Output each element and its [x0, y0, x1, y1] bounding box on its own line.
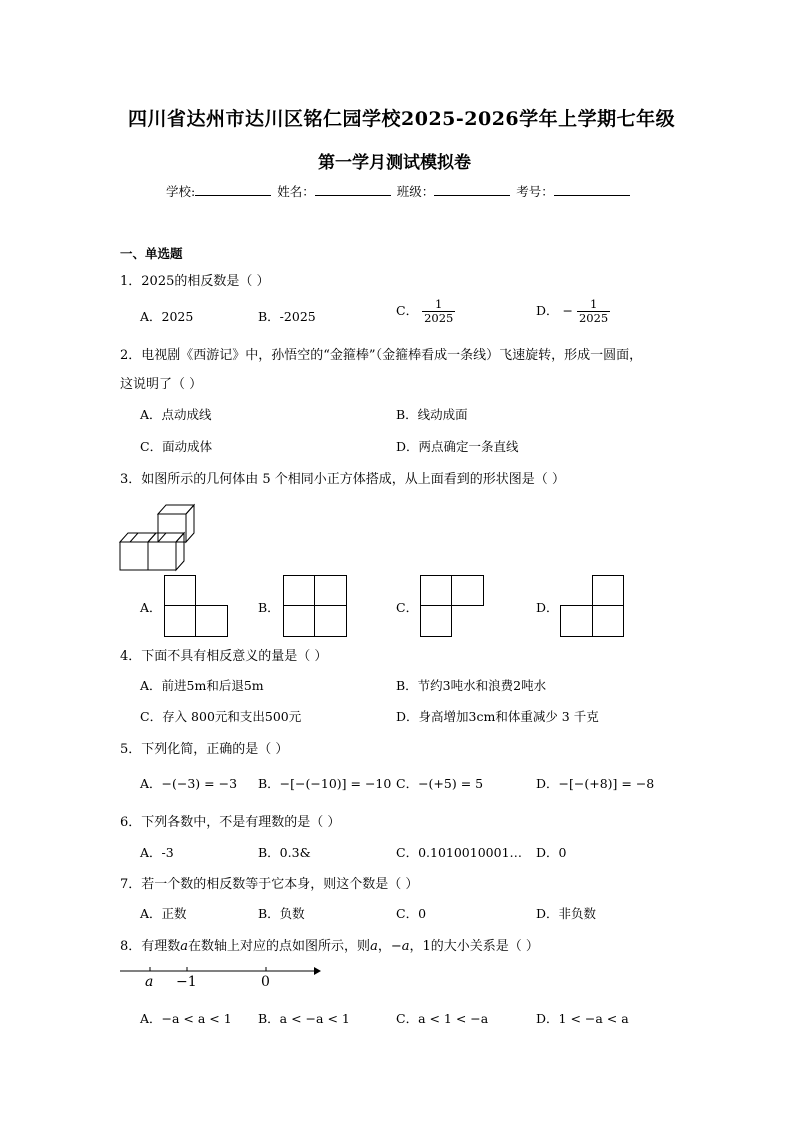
q7-option-c: C．0	[396, 906, 427, 921]
q1-option-a: A．2025	[140, 309, 194, 324]
question-6-stem: 6．下列各数中，不是有理数的是（ ）	[120, 815, 341, 830]
q7-option-a: A．正数	[140, 906, 187, 921]
axis-label-a: a	[145, 974, 154, 990]
page-title-line1: 四川省达州市达川区铭仁园学校2025-2026学年上学期七年级	[128, 108, 676, 130]
name-label: 姓名：	[277, 184, 315, 199]
question-7-stem: 7．若一个数的相反数等于它本身，则这个数是（ ）	[120, 877, 419, 892]
q1-option-d	[536, 298, 610, 325]
fraction-numerator: 1	[589, 297, 598, 311]
q3-option-b-label: B．	[258, 600, 280, 615]
name-blank[interactable]	[315, 183, 391, 196]
q3-option-c-figure	[420, 575, 484, 637]
school-label: 学校:	[166, 184, 196, 199]
q8-variable-neg-a: −a	[390, 939, 410, 954]
axis-label-zero: 0	[261, 974, 270, 990]
q1-option-d-fraction	[577, 298, 610, 325]
fraction-denominator: 2025	[578, 311, 609, 325]
school-blank[interactable]	[195, 183, 271, 196]
q5-option-c: C．−(+5) = 5	[396, 776, 484, 791]
q6-option-b: B．0.3&	[258, 845, 311, 860]
question-3-stem: 3．如图所示的几何体由 5 个相同小正方体搭成，从上面看到的形状图是（ ）	[120, 472, 565, 487]
q8-option-b: B．a < −a < 1	[258, 1011, 350, 1026]
q1-option-c	[396, 298, 455, 325]
q1-option-c-label: C．	[396, 303, 419, 318]
q5-option-d: D．−[−(+8)] = −8	[536, 776, 655, 791]
section-heading: 一、单选题	[120, 246, 183, 261]
exam-number-blank[interactable]	[554, 183, 630, 196]
q5-option-a: A．−(−3) = −3	[140, 776, 238, 791]
q8-option-a: A．−a < a < 1	[140, 1011, 232, 1026]
question-2-stem: 2．电视剧《西游记》中，孙悟空的“金箍棒”（金箍棒看成一条线）飞速旋转，形成一圆面，	[120, 348, 643, 363]
question-1-stem: 1．2025的相反数是（ ）	[120, 274, 270, 289]
q3-option-b-figure	[283, 575, 347, 637]
q8-stem-part: 8．有理数	[120, 939, 181, 954]
q4-option-c: C．存入 800元和支出500元	[140, 709, 302, 724]
q5-option-b: B．−[−(−10)] = −10	[258, 776, 392, 791]
q4-option-a: A．前进5m和后退5m	[140, 678, 264, 693]
q6-option-c: C．0.1010010001…	[396, 845, 523, 860]
axis-label-neg-one: −1	[176, 974, 197, 990]
question-4-stem: 4．下面不具有相反意义的量是（ ）	[120, 649, 328, 664]
q4-option-b: B．节约3吨水和浪费2吨水	[396, 678, 547, 693]
q8-variable-a: a	[370, 939, 378, 954]
q8-variable-a: a	[180, 939, 189, 954]
fraction-denominator: 2025	[424, 311, 454, 325]
q8-stem-part: ，1的大小关系是（ ）	[409, 939, 539, 954]
q3-option-d-figure	[560, 575, 624, 637]
q8-stem-part: 在数轴上对应的点如图所示，则	[188, 939, 371, 954]
fraction-sign: −	[562, 303, 573, 318]
class-blank[interactable]	[434, 183, 510, 196]
q3-option-a-figure	[164, 575, 228, 637]
q8-option-c: C．a < 1 < −a	[396, 1011, 489, 1026]
fraction-numerator: 1	[435, 297, 443, 311]
q1-option-c-fraction	[422, 298, 455, 325]
q3-option-c-label: C．	[396, 600, 419, 615]
question-5-stem: 5．下列化简，正确的是（ ）	[120, 742, 289, 757]
q2-option-c: C．面动成体	[140, 439, 213, 454]
q7-option-b: B．负数	[258, 906, 305, 921]
q7-option-d: D．非负数	[536, 906, 597, 921]
q1-option-d-label: D．	[536, 303, 559, 318]
q3-option-d-label: D．	[536, 600, 559, 615]
q2-option-b: B．线动成面	[396, 407, 468, 422]
class-label: 班级：	[396, 184, 435, 199]
q6-option-a: A．-3	[140, 845, 174, 860]
q8-stem-part: ，	[377, 939, 391, 954]
student-info-row	[166, 182, 632, 200]
q8-option-d: D．1 < −a < a	[536, 1011, 629, 1026]
exam-number-label: 考号：	[516, 184, 554, 199]
q2-option-d: D．两点确定一条直线	[396, 439, 519, 454]
cube-figure	[118, 494, 198, 574]
q3-option-a-label: A．	[140, 600, 162, 615]
q2-option-a: A．点动成线	[140, 407, 212, 422]
q4-option-d: D．身高增加3cm和体重减少 3 千克	[396, 709, 599, 724]
q6-option-d: D．0	[536, 845, 567, 860]
q1-option-b: B．-2025	[258, 309, 316, 324]
page-title-line2: 第一学月测试模拟卷	[318, 153, 471, 173]
question-8-stem	[120, 935, 539, 954]
question-2-stem-cont: 这说明了（ ）	[120, 377, 203, 392]
